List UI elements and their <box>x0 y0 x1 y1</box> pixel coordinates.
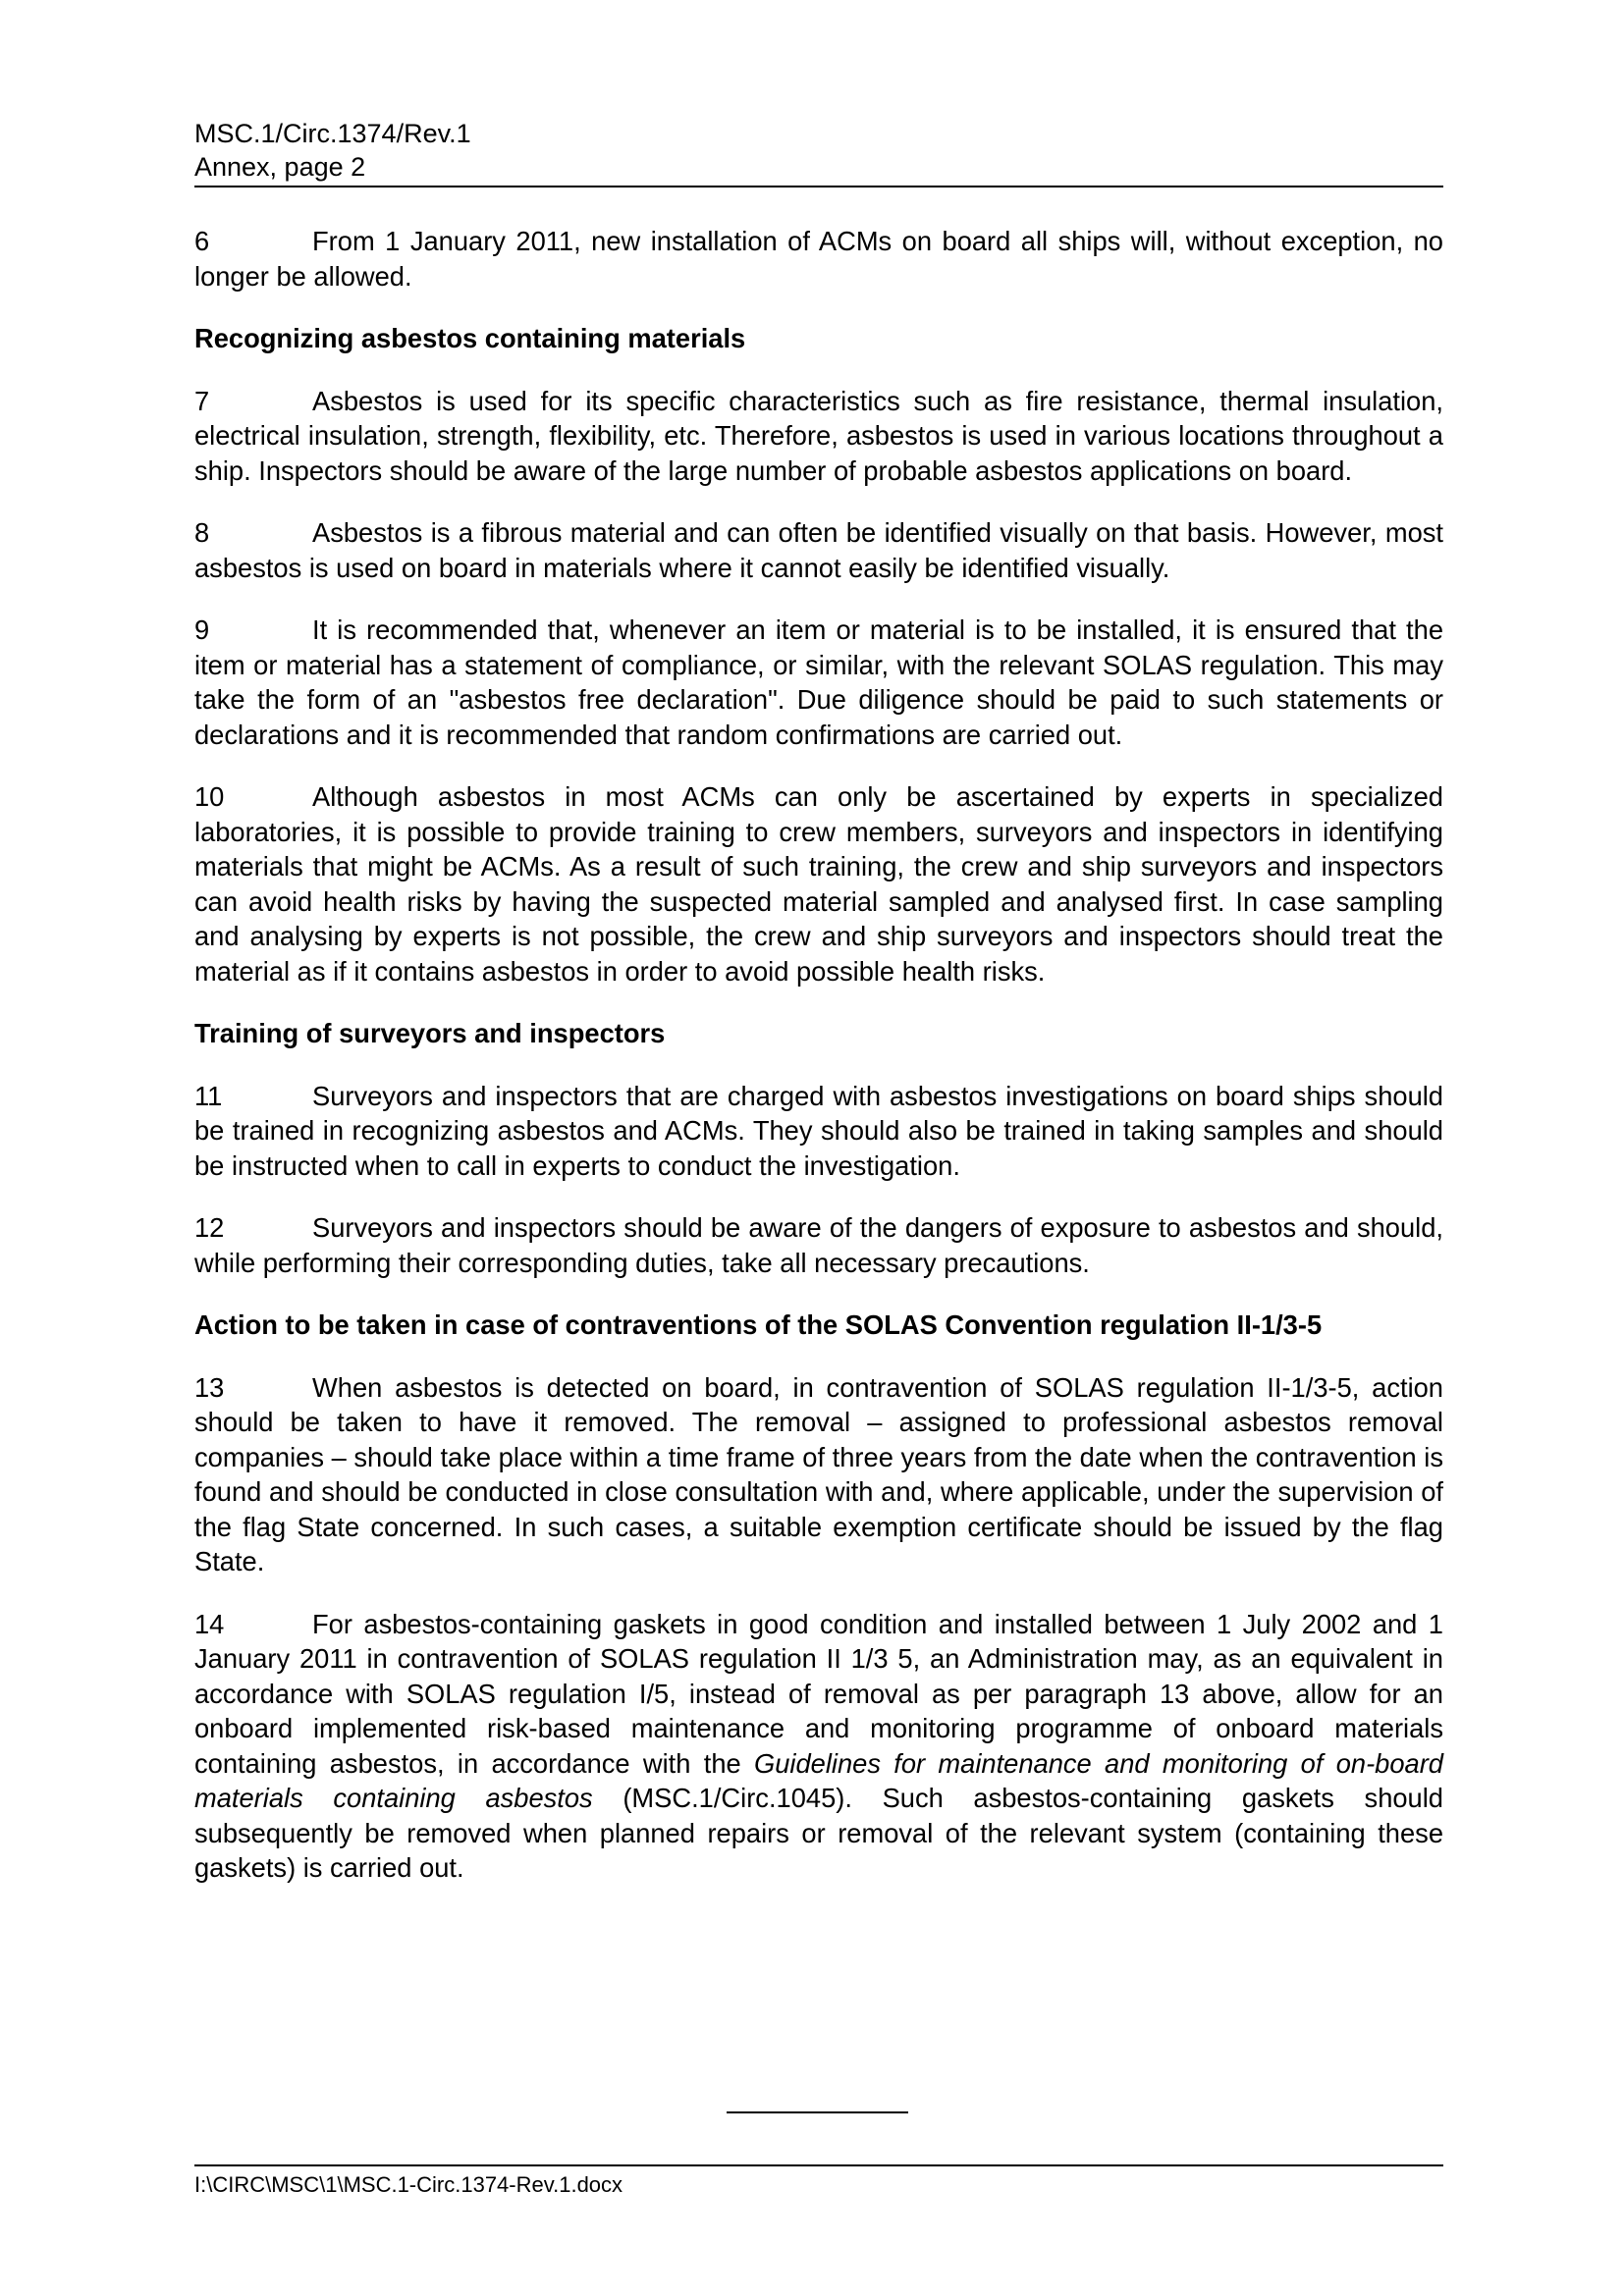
footer-file-path: I:\CIRC\MSC\1\MSC.1-Circ.1374-Rev.1.docx <box>194 2172 623 2197</box>
guidelines-title: Guidelines for maintenance and monitoring of on-board materials containing asbestos <box>194 1747 1443 1813</box>
page-reference: Annex, page 2 <box>194 152 366 182</box>
section-heading-action: Action to be taken in case of contraventions of the SOLAS Convention regulation II-1/3-5 <box>194 1309 1323 1340</box>
paragraph-10 <box>194 779 1443 988</box>
page-header <box>194 117 1443 187</box>
paragraph-number: 10 <box>194 781 225 812</box>
paragraph-number: 8 <box>194 517 210 548</box>
paragraph-text: Surveyors and inspectors should be aware of the dangers of exposure to asbestos and should, while performing their corresponding duties, take all necessary precautions. <box>194 1212 1443 1278</box>
paragraph-13 <box>194 1370 1443 1579</box>
paragraph-6 <box>194 224 1443 294</box>
paragraph-text: Although asbestos in most ACMs can only be ascertained by experts in specialized laboratories, it is possible to provide training to crew members, surveyors and inspectors in identifying materials that might be ACMs. As a result of such training, the crew and ship surveyors and inspectors can avoid health risks by having the suspected material sampled and analysed first. In case sampling and analysing by experts is not possible, the crew and ship surveyors and inspectors should treat the material as if it contains asbestos in order to avoid possible health risks. <box>194 781 1443 987</box>
section-heading-training: Training of surveyors and inspectors <box>194 1018 666 1048</box>
paragraph-number: 11 <box>194 1080 223 1111</box>
paragraph-text: When asbestos is detected on board, in contravention of SOLAS regulation II-1/3-5, action should be taken to have it removed. The removal – assigned to professional asbestos removal companies – should take place within a time frame of three years from the date when the contravention is found and should be conducted in close consultation with and, where applicable, under the supervision of the flag State concerned. In such cases, a suitable exemption certificate should be issued by the flag State. <box>194 1371 1443 1576</box>
paragraph-number: 9 <box>194 614 210 645</box>
document-body <box>194 224 1443 1913</box>
paragraph-12 <box>194 1210 1443 1280</box>
section-heading-recognizing: Recognizing asbestos containing materials <box>194 323 746 353</box>
paragraph-text: It is recommended that, whenever an item or material is to be installed, it is ensured that the item or material has a statement of compliance, or similar, with the relevant SOLAS regulation. This may take the form of an "asbestos free declaration". Due diligence should be paid to such statements or declarations and it is recommended that random confirmations are carried out. <box>194 614 1443 750</box>
paragraph-text-part-b: (MSC.1/Circ.1045). Such asbestos-containing gaskets should subsequently be removed when planned repairs or removal of the relevant system (containing these gaskets) is carried out. <box>194 1783 1443 1883</box>
paragraph-text-part-a: For asbestos-containing gaskets in good condition and installed between 1 July 2002 and 1 January 2011 in contravention of SOLAS regulation II 1/3 5, an Administration may, as an equivalent in accordance with SOLAS regulation I/5, instead of removal as per paragraph 13 above, allow for an onboard implemented risk-based maintenance and monitoring programme of onboard materials containing asbestos, in accordance with the <box>194 1608 1443 1779</box>
paragraph-number: 12 <box>194 1212 225 1243</box>
paragraph-7 <box>194 384 1443 489</box>
paragraph-14 <box>194 1607 1443 1886</box>
paragraph-number: 7 <box>194 385 210 416</box>
footer-divider <box>194 2164 1443 2166</box>
paragraph-9 <box>194 613 1443 752</box>
paragraph-number: 13 <box>194 1371 225 1403</box>
paragraph-8 <box>194 515 1443 585</box>
end-of-document-rule <box>727 2111 908 2113</box>
document-reference: MSC.1/Circ.1374/Rev.1 <box>194 119 471 148</box>
paragraph-text: Surveyors and inspectors that are charged with asbestos investigations on board ships should be trained in recognizing asbestos and ACMs. They should also be trained in taking samples and should be instructed when to call in experts to conduct the investigation. <box>194 1080 1443 1181</box>
paragraph-text: From 1 January 2011, new installation of ACMs on board all ships will, without exception, no longer be allowed. <box>194 226 1443 292</box>
paragraph-number: 6 <box>194 226 210 256</box>
paragraph-text: Asbestos is a fibrous material and can often be identified visually on that basis. However, most asbestos is used on board in materials where it cannot easily be identified visually. <box>194 517 1443 583</box>
paragraph-text: Asbestos is used for its specific characteristics such as fire resistance, thermal insulation, electrical insulation, strength, flexibility, etc. Therefore, asbestos is used in various locations throughout a ship. Inspectors should be aware of the large number of probable asbestos applications on board. <box>194 385 1443 486</box>
paragraph-11 <box>194 1079 1443 1184</box>
paragraph-number: 14 <box>194 1608 225 1639</box>
